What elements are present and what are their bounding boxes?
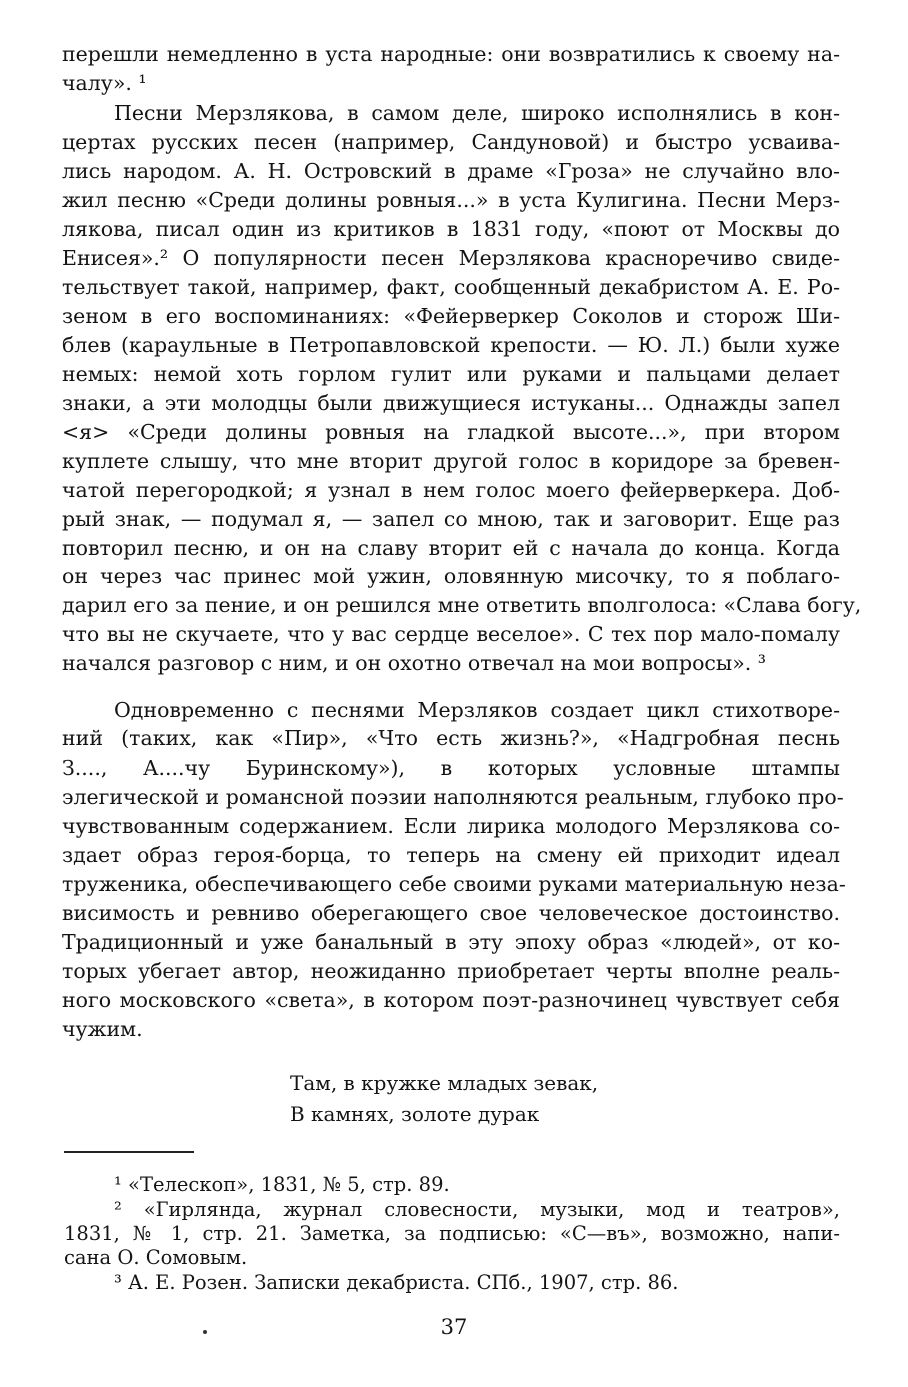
body-line: Одновременно с песнями Мерзляков создает цикл стихотворе- (114, 698, 840, 722)
body-line: немых: немой хоть горлом гулит или руками и пальцами делает (62, 362, 840, 386)
body-line: зеном в его воспоминаниях: «Фейерверкер Соколов и сторож Ши- (62, 304, 840, 328)
body-line: З...., А....чу Буринскому»), в которых условные штампы (62, 756, 840, 780)
body-line: что вы не скучаете, что у вас сердце веселое». С тех пор мало-помалу (62, 622, 840, 646)
body-line: начался разговор с ним, и он охотно отвечал на мои вопросы». ³ (62, 651, 766, 675)
poem-line: Там, в кружке младых зевак, (290, 1071, 599, 1095)
body-line: чужим. (62, 1017, 143, 1041)
footnote-line: сана О. Сомовым. (64, 1246, 248, 1269)
body-line: лись народом. А. Н. Островский в драме «Гроза» не случайно вло- (62, 159, 840, 183)
footnote-line: ¹ «Телескоп», 1831, № 5, стр. 89. (114, 1173, 450, 1196)
body-line: Енисея».² О популярности песен Мерзлякова красноречиво свиде- (62, 246, 840, 270)
body-line: тельствует такой, например, факт, сообщенный декабристом А. Е. Ро- (62, 275, 840, 299)
print-speck (203, 1330, 207, 1334)
body-line: здает образ героя-борца, то теперь на смену ей приходит идеал (62, 843, 840, 867)
body-line: чалу». ¹ (62, 71, 147, 95)
body-line: чатой перегородкой; я узнал в нем голос моего фейерверкера. Доб- (62, 478, 840, 502)
footnote-divider (64, 1151, 194, 1153)
body-line: элегической и романсной поэзии наполняются реальным, глубоко про- (62, 785, 844, 809)
body-line: Песни Мерзлякова, в самом деле, широко исполнялись в кон- (114, 101, 840, 125)
poem-line: В камнях, золоте дурак (290, 1102, 540, 1126)
page-number: 37 (440, 1315, 468, 1339)
body-line: цертах русских песен (например, Сандуновой) и быстро усваива- (62, 130, 840, 154)
body-line: труженика, обеспечивающего себе своими руками материальную неза- (62, 872, 846, 896)
body-line: лякова, писал один из критиков в 1831 году, «поют от Москвы до (62, 217, 840, 241)
body-line: Традиционный и уже банальный в эту эпоху образ «людей», от ко- (62, 930, 840, 954)
footnote-line: 1831, № 1, стр. 21. Заметка, за подписью: «С—въ», возможно, напи- (64, 1222, 840, 1245)
body-line: жил песню «Среди долины ровныя...» в уста Кулигина. Песни Мерз- (62, 188, 840, 212)
body-line: ного московского «света», в котором поэт-разночинец чувствует себя (62, 988, 840, 1012)
body-line: знаки, а эти молодцы были движущиеся истуканы... Однажды запел (62, 391, 840, 415)
body-line: висимость и ревниво оберегающего свое человеческое достоинство. (62, 901, 840, 925)
body-line: дарил его за пение, и он решился мне ответить вполголоса: «Слава богу, (62, 593, 862, 617)
body-line: куплете слышу, что мне вторит другой голос в коридоре за бревен- (62, 449, 840, 473)
body-line: <я> «Среди долины ровныя на гладкой высоте...», при втором (62, 420, 840, 444)
body-line: блев (караульные в Петропавловской крепости. — Ю. Л.) были хуже (62, 333, 840, 357)
body-line: рый знак, — подумал я, — запел со мною, так и заговорит. Еще раз (62, 507, 840, 531)
body-line: повторил песню, и он на славу вторит ей с начала до конца. Когда (62, 536, 840, 560)
body-line: торых убегает автор, неожиданно приобретает черты вполне реаль- (62, 959, 840, 983)
body-line: чувствованным содержанием. Если лирика молодого Мерзлякова со- (62, 814, 840, 838)
footnote-line: ² «Гирлянда, журнал словесности, музыки, мод и театров», (114, 1198, 840, 1221)
body-line: он через час принес мой ужин, оловянную мисочку, то я поблаго- (62, 564, 840, 588)
body-line: перешли немедленно в уста народные: они возвратились к своему на- (62, 42, 840, 66)
body-line: ний (таких, как «Пир», «Что есть жизнь?», «Надгробная песнь (62, 726, 840, 750)
footnote-line: ³ А. Е. Розен. Записки декабриста. СПб., 1907, стр. 86. (114, 1271, 679, 1294)
